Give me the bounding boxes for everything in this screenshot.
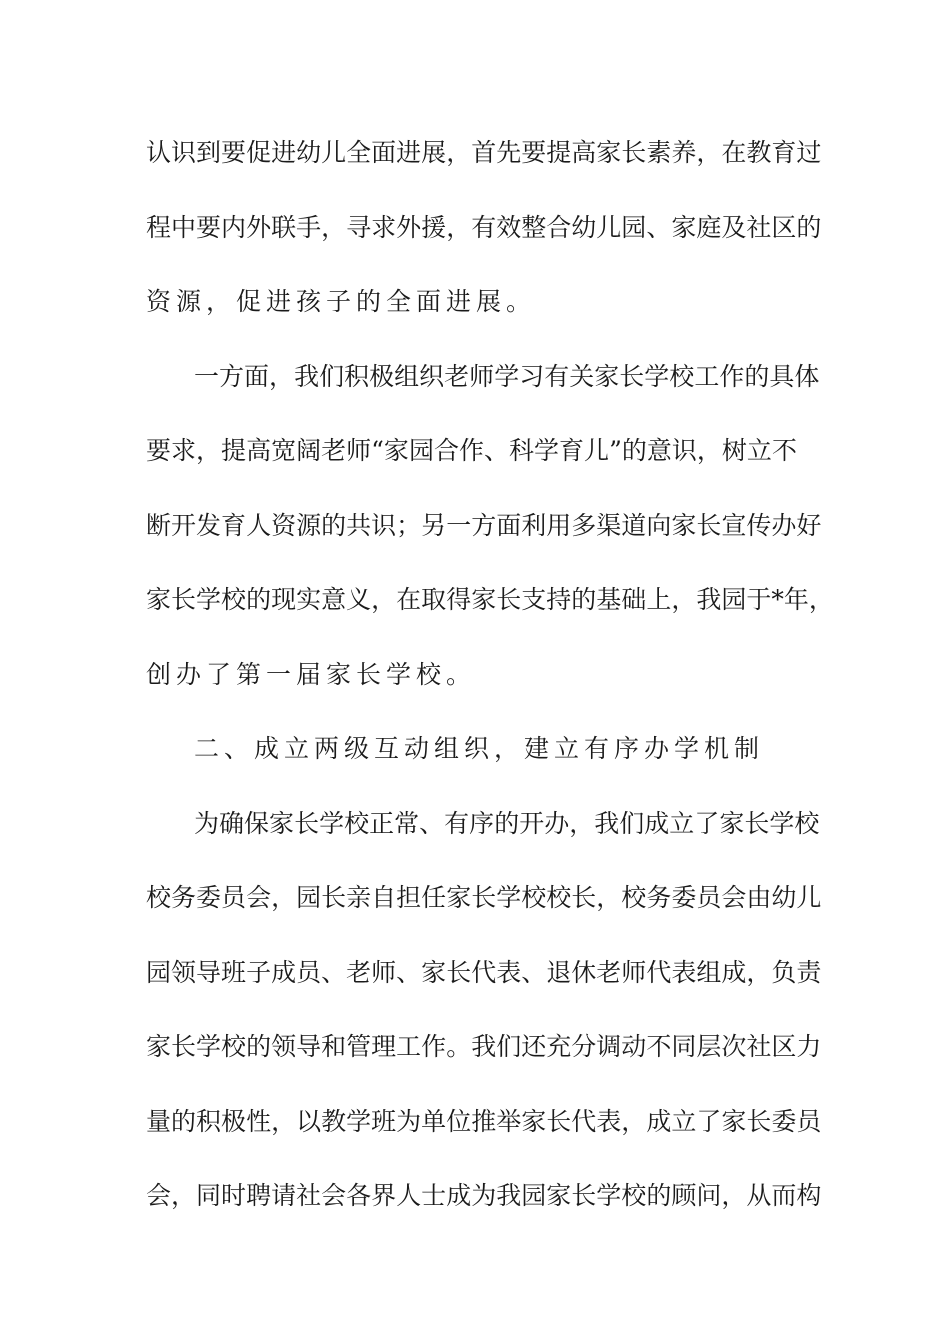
text-line: 一 方 面 ， 我 们 积 极 组 织 老 师 学 习 有 关 家 长 学 校 工 作 的 具 体	[194, 361, 820, 391]
text-line: 校 务 委 员 会 ， 园 长 亲 自 担 任 家 长 学 校 校 长 ， 校 务 委 员 会 由 幼 儿	[146, 883, 822, 912]
text-line: 园 领 导 班 子 成 员 、 老 师 、 家 长 代 表 、 退 休 老 师 代 表 组 成 ， 负 责	[146, 957, 822, 987]
text-line: 程 中 要 内 外 联 手 ， 寻 求 外 援 ， 有 效 整 合 幼 儿 园 、 家 庭 及 社 区 的	[146, 212, 822, 242]
text-line: 资源，促进孩子的全面进展。	[146, 287, 537, 316]
text-line: 认 识 到 要 促 进 幼 儿 全 面 进 展 ， 首 先 要 提 高 家 长 素 养 ， 在 教 育 过	[146, 138, 822, 167]
text-line: 家 长 学 校 的 现 实 意 义 ， 在 取 得 家 长 支 持 的 基 础 上 ， 我 园 于 * 年 ，	[146, 585, 834, 614]
text-line: 断 开 发 育 人 资 源 的 共 识 ； 另 一 方 面 利 用 多 渠 道 向 家 长 宣 传 办 好	[146, 510, 822, 540]
text-line: 家 长 学 校 的 领 导 和 管 理 工 作 。 我 们 还 充 分 调 动 不 同 层 次 社 区 力	[146, 1032, 822, 1061]
text-line: 创办了第一届家长学校。	[146, 659, 477, 689]
text-line: 会 ， 同 时 聘 请 社 会 各 界 人 士 成 为 我 园 家 长 学 校 的 顾 问 ， 从 而 构	[146, 1181, 822, 1210]
text-line: 量 的 积 极 性 ， 以 教 学 班 为 单 位 推 举 家 长 代 表 ， 成 立 了 家 长 委 员	[146, 1106, 822, 1136]
document-body	[146, 128, 834, 1246]
text-line: 二、成立两级互动组织，建立有序办学机制	[194, 734, 765, 763]
text-line: 要 求 ， 提 高 宽 阔 老 师 “ 家 园 合 作 、 科 学 育 儿 ” 的 意 识 ， 树 立 不	[146, 436, 797, 465]
text-line: 为 确 保 家 长 学 校 正 常 、 有 序 的 开 办 ， 我 们 成 立 了 家 长 学 校	[194, 808, 820, 838]
